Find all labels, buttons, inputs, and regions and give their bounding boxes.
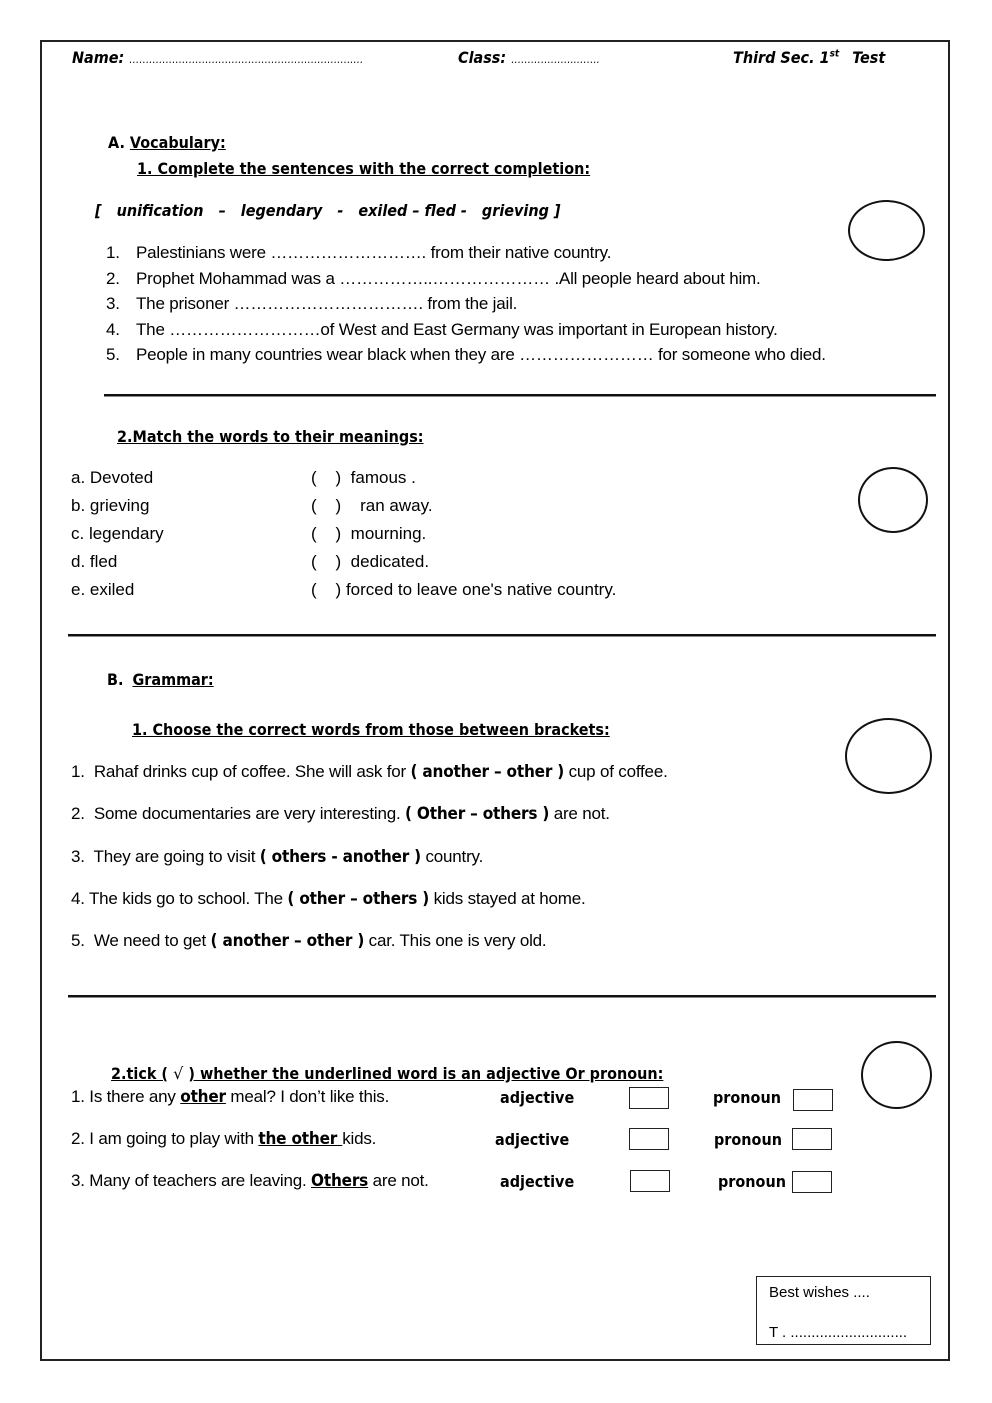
choice-options[interactable]: ( other – others ): [287, 889, 430, 909]
adjective-label: adjective: [500, 1088, 575, 1107]
tick-sentence: 1. Is there any other meal? I don’t like this.: [71, 1087, 390, 1107]
tick-sentence: 3. Many of teachers are leaving. Others are not.: [71, 1171, 429, 1191]
match-word: d. fled: [71, 552, 118, 571]
match-meaning[interactable]: ( ) ran away.: [311, 496, 433, 515]
divider: [104, 394, 936, 397]
word-bank: [ unification – legendary - exiled – fled - grieving ]: [95, 201, 561, 220]
adjective-label: adjective: [500, 1172, 575, 1191]
level-sup: st: [829, 48, 840, 60]
section-a-letter: A.: [108, 133, 125, 152]
test-label: Test: [852, 48, 886, 67]
grammar-q1-title: 1. Choose the correct words from those between brackets:: [132, 720, 610, 739]
section-b-letter: B.: [107, 670, 124, 689]
name-label: Name:: [72, 48, 125, 67]
test-level: [733, 48, 885, 67]
vocab-q1-title: 1. Complete the sentences with the correct completion:: [137, 159, 591, 178]
match-word: b. grieving: [71, 496, 150, 515]
list-item: 2. Prophet Mohammad was a ……………..………………… .All people heard about him.: [106, 269, 761, 288]
level-text: Third Sec. 1: [733, 48, 830, 67]
class-field[interactable]: [458, 48, 600, 67]
adjective-label: adjective: [495, 1130, 570, 1149]
score-circle: [845, 718, 932, 794]
match-meaning[interactable]: ( ) forced to leave one's native country.: [311, 580, 617, 599]
choice-options[interactable]: ( others - another ): [259, 847, 421, 867]
list-item: 5. People in many countries wear black when they are …………………… for someone who died.: [106, 345, 826, 364]
choice-options[interactable]: ( another – other ): [210, 931, 365, 951]
best-wishes-text: Best wishes ....: [769, 1284, 870, 1301]
adjective-checkbox[interactable]: [630, 1170, 670, 1192]
section-a-heading: [108, 133, 226, 152]
section-a-title: Vocabulary:: [129, 133, 226, 152]
list-item: 2. Some documentaries are very interesting. ( Other – others ) are not.: [71, 804, 610, 824]
list-item: 4. The kids go to school. The ( other – others ) kids stayed at home.: [71, 889, 586, 909]
match-meaning[interactable]: ( ) dedicated.: [311, 552, 430, 571]
list-item: 5. We need to get ( another – other ) car. This one is very old.: [71, 931, 547, 951]
list-item: 1. Rahaf drinks cup of coffee. She will ask for ( another – other ) cup of coffee.: [71, 762, 668, 782]
vocab-q2-title: 2.Match the words to their meanings:: [117, 427, 424, 446]
score-circle: [861, 1041, 932, 1109]
teacher-signature: T . ............................: [769, 1324, 908, 1341]
tick-sentence: 2. I am going to play with the other kids.: [71, 1129, 377, 1149]
list-item: 3. The prisoner ……………………………. from the jail.: [106, 294, 518, 313]
best-wishes-box: [756, 1276, 931, 1345]
match-word: c. legendary: [71, 524, 164, 543]
pronoun-label: pronoun: [718, 1172, 786, 1191]
divider: [68, 995, 936, 998]
pronoun-checkbox[interactable]: [792, 1128, 832, 1150]
adjective-checkbox[interactable]: [629, 1128, 669, 1150]
match-meaning[interactable]: ( ) mourning.: [311, 524, 427, 543]
grammar-q2-title: 2.tick ( √ ) whether the underlined word is an adjective Or pronoun:: [111, 1064, 664, 1083]
pronoun-checkbox[interactable]: [792, 1171, 832, 1193]
name-blank: …………………………………………………………..…: [129, 53, 364, 66]
section-b-title: Grammar:: [132, 670, 214, 689]
list-item: 4. The ………………………of West and East Germany was important in European history.: [106, 320, 778, 339]
pronoun-label: pronoun: [713, 1088, 781, 1107]
adjective-checkbox[interactable]: [629, 1087, 669, 1109]
class-label: Class:: [458, 48, 507, 67]
match-meaning[interactable]: ( ) famous .: [311, 468, 416, 487]
class-blank: ………………..…….: [511, 53, 600, 66]
list-item: 3. They are going to visit ( others - another ) country.: [71, 847, 484, 867]
score-circle: [858, 467, 928, 533]
divider: [68, 634, 936, 637]
list-item: 1. Palestinians were ………………………. from their native country.: [106, 243, 612, 262]
pronoun-label: pronoun: [714, 1130, 782, 1149]
score-circle: [848, 200, 925, 261]
section-b-heading: [107, 670, 214, 689]
check-mark-icon: √: [168, 1064, 189, 1083]
match-word: a. Devoted: [71, 468, 154, 487]
name-field[interactable]: [72, 48, 363, 67]
page-border: [40, 40, 950, 1361]
choice-options[interactable]: ( Other – others ): [405, 804, 550, 824]
choice-options[interactable]: ( another – other ): [410, 762, 565, 782]
match-word: e. exiled: [71, 580, 135, 599]
pronoun-checkbox[interactable]: [793, 1089, 833, 1111]
